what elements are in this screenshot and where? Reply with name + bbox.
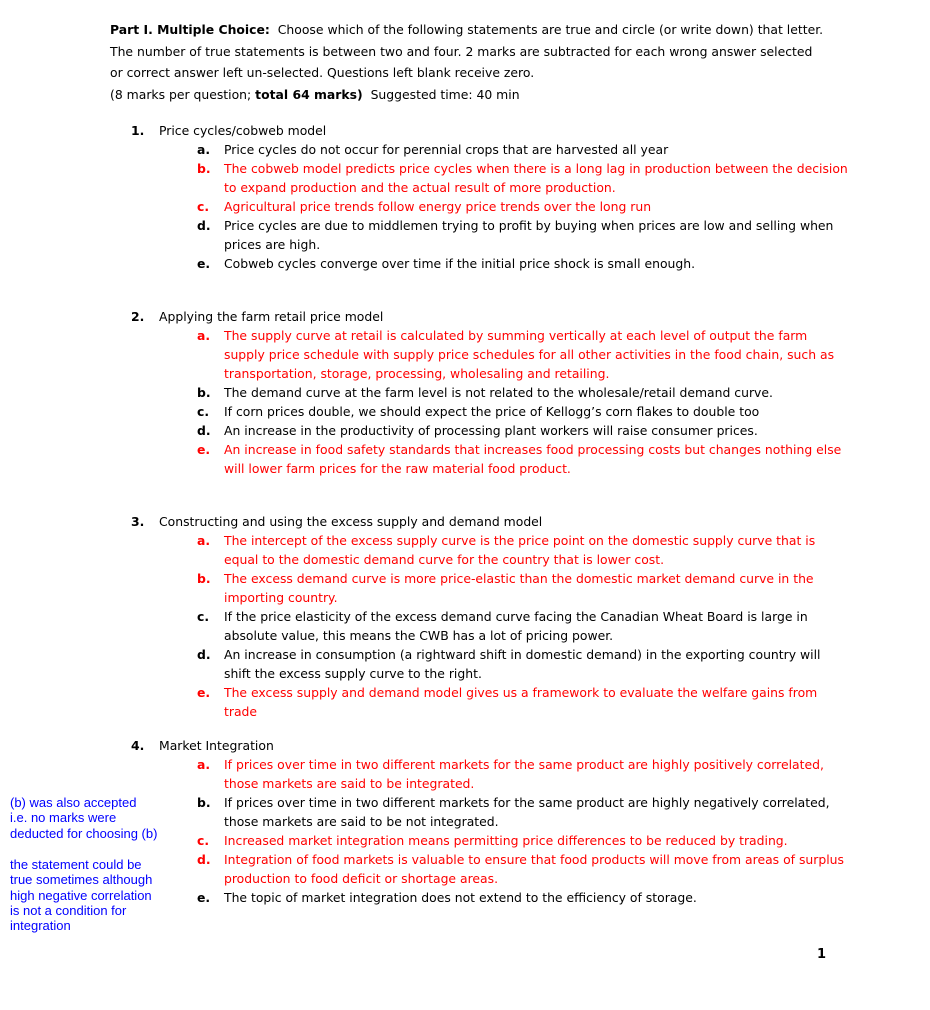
note-line: is not a condition for — [10, 902, 127, 918]
option-letter: d. — [197, 218, 211, 233]
question-1 — [131, 121, 851, 273]
option-letter: a. — [197, 328, 211, 343]
option-text: The excess demand curve is more price-elastic than the domestic market demand curve in the importing country. — [224, 571, 814, 605]
page-number: 1 — [817, 947, 827, 962]
option-letter: c. — [197, 404, 210, 419]
instructions-line-3: or correct answer left un-selected. Questions left blank receive zero. — [110, 65, 535, 80]
note-line: the statement could be — [10, 857, 142, 872]
option-text: Cobweb cycles converge over time if the initial price shock is small enough. — [224, 256, 696, 271]
option-letter: c. — [197, 833, 210, 848]
marks-info: (8 marks per question; — [110, 86, 252, 102]
option-letter: a. — [197, 533, 211, 548]
option-text: The supply curve at retail is calculated by summing vertically at each level of output the farm supply price schedule with supply price schedules for all other activities in the food chain, such as transportation, storage, processing, wholesaling and retailing. — [224, 328, 835, 381]
option-e[interactable] — [197, 888, 851, 907]
option-text: Agricultural price trends follow energy price trends over the long run — [224, 199, 652, 214]
option-a[interactable] — [197, 140, 851, 159]
question-heading — [131, 307, 851, 326]
option-letter: e. — [197, 890, 211, 905]
option-a[interactable] — [197, 326, 851, 383]
question-heading — [131, 512, 851, 531]
option-b[interactable] — [197, 793, 851, 831]
question-number: 2. — [131, 309, 145, 324]
option-d[interactable] — [197, 421, 851, 440]
option-c[interactable] — [197, 607, 851, 645]
suggested-time: Suggested time: 40 min — [370, 86, 520, 102]
note-line: i.e. no marks were — [10, 810, 117, 826]
option-text: If the price elasticity of the excess demand curve facing the Canadian Wheat Board is large in absolute value, this means the CWB has a lot of pricing power. — [224, 609, 808, 643]
option-d[interactable] — [197, 216, 851, 254]
instructions-header — [110, 19, 900, 105]
option-b[interactable] — [197, 159, 851, 197]
option-text: Price cycles do not occur for perennial crops that are harvested all year — [224, 142, 669, 157]
note-line: (b) was also accepted — [10, 795, 137, 810]
option-letter: d. — [197, 423, 211, 438]
option-text: Increased market integration means permitting price differences to be reduced by trading. — [224, 833, 788, 848]
option-letter: b. — [197, 795, 211, 810]
note-line: deducted for choosing (b) — [10, 825, 158, 841]
margin-note-explanation — [10, 857, 175, 933]
option-text: An increase in the productivity of processing plant workers will raise consumer prices. — [224, 423, 758, 438]
option-text: If corn prices double, we should expect the price of Kellogg’s corn flakes to double too — [224, 404, 760, 419]
option-c[interactable] — [197, 831, 851, 850]
option-letter: a. — [197, 757, 211, 772]
option-text: An increase in food safety standards that increases food processing costs but changes nothing else will lower farm prices for the raw material food product. — [224, 442, 842, 476]
option-text: Integration of food markets is valuable to ensure that food products will move from areas of surplus production to food deficit or shortage areas. — [224, 852, 844, 886]
option-letter: e. — [197, 256, 211, 271]
question-title: Price cycles/cobweb model — [159, 123, 327, 138]
option-letter: b. — [197, 161, 211, 176]
instructions-line-1 — [110, 19, 900, 41]
question-heading — [131, 736, 851, 755]
option-letter: d. — [197, 852, 211, 867]
margin-note-accepted — [10, 795, 175, 841]
option-text: If prices over time in two different markets for the same product are highly positively correlated, those markets are said to be integrated. — [224, 757, 824, 791]
option-letter: d. — [197, 647, 211, 662]
option-d[interactable] — [197, 645, 851, 683]
part-title: Part I. Multiple Choice: — [110, 22, 270, 37]
question-2 — [131, 307, 851, 478]
option-letter: e. — [197, 685, 211, 700]
question-number: 4. — [131, 738, 145, 753]
option-c[interactable] — [197, 402, 851, 421]
option-letter: a. — [197, 142, 211, 157]
question-3 — [131, 512, 851, 721]
option-text: The intercept of the excess supply curve is the price point on the domestic supply curve that is equal to the domestic demand curve for the country that is lower cost. — [224, 533, 816, 567]
option-text: Price cycles are due to middlemen trying to profit by buying when prices are low and selling when prices are high. — [224, 218, 834, 252]
note-line: high negative correlation — [10, 887, 152, 903]
option-e[interactable] — [197, 683, 851, 721]
option-text: The demand curve at the farm level is not related to the wholesale/retail demand curve. — [224, 385, 773, 400]
instructions-text-1: Choose which of the following statements are true and circle (or write down) that letter. — [277, 22, 824, 37]
option-letter: e. — [197, 442, 211, 457]
total-marks: total 64 marks) — [255, 86, 363, 102]
option-text: The topic of market integration does not extend to the efficiency of storage. — [224, 890, 697, 905]
option-a[interactable] — [197, 531, 851, 569]
note-line: integration — [10, 918, 71, 934]
option-e[interactable] — [197, 440, 851, 478]
question-title: Applying the farm retail price model — [159, 309, 384, 324]
option-text: If prices over time in two different markets for the same product are highly negatively correlated, those markets are said to be not integrated. — [224, 795, 830, 829]
option-d[interactable] — [197, 850, 851, 888]
question-heading — [131, 121, 851, 140]
option-b[interactable] — [197, 569, 851, 607]
question-4 — [131, 736, 851, 907]
option-letter: c. — [197, 199, 210, 214]
question-title: Constructing and using the excess supply and demand model — [159, 514, 543, 529]
instructions-line-2: The number of true statements is between two and four. 2 marks are subtracted for each wrong answer selected — [110, 43, 813, 59]
option-letter: c. — [197, 609, 210, 624]
question-number: 3. — [131, 514, 145, 529]
option-e[interactable] — [197, 254, 851, 273]
instructions-line-4 — [110, 84, 900, 106]
note-line: true sometimes although — [10, 872, 153, 888]
option-letter: b. — [197, 385, 211, 400]
option-text: The cobweb model predicts price cycles when there is a long lag in production between the decision to expand production and the actual result of more production. — [224, 161, 848, 195]
option-text: An increase in consumption (a rightward shift in domestic demand) in the exporting country will shift the excess supply curve to the right. — [224, 647, 821, 681]
option-c[interactable] — [197, 197, 851, 216]
question-number: 1. — [131, 123, 145, 138]
option-a[interactable] — [197, 755, 851, 793]
question-title: Market Integration — [159, 738, 274, 753]
option-text: The excess supply and demand model gives us a framework to evaluate the welfare gains from trade — [224, 685, 818, 719]
option-letter: b. — [197, 571, 211, 586]
option-b[interactable] — [197, 383, 851, 402]
